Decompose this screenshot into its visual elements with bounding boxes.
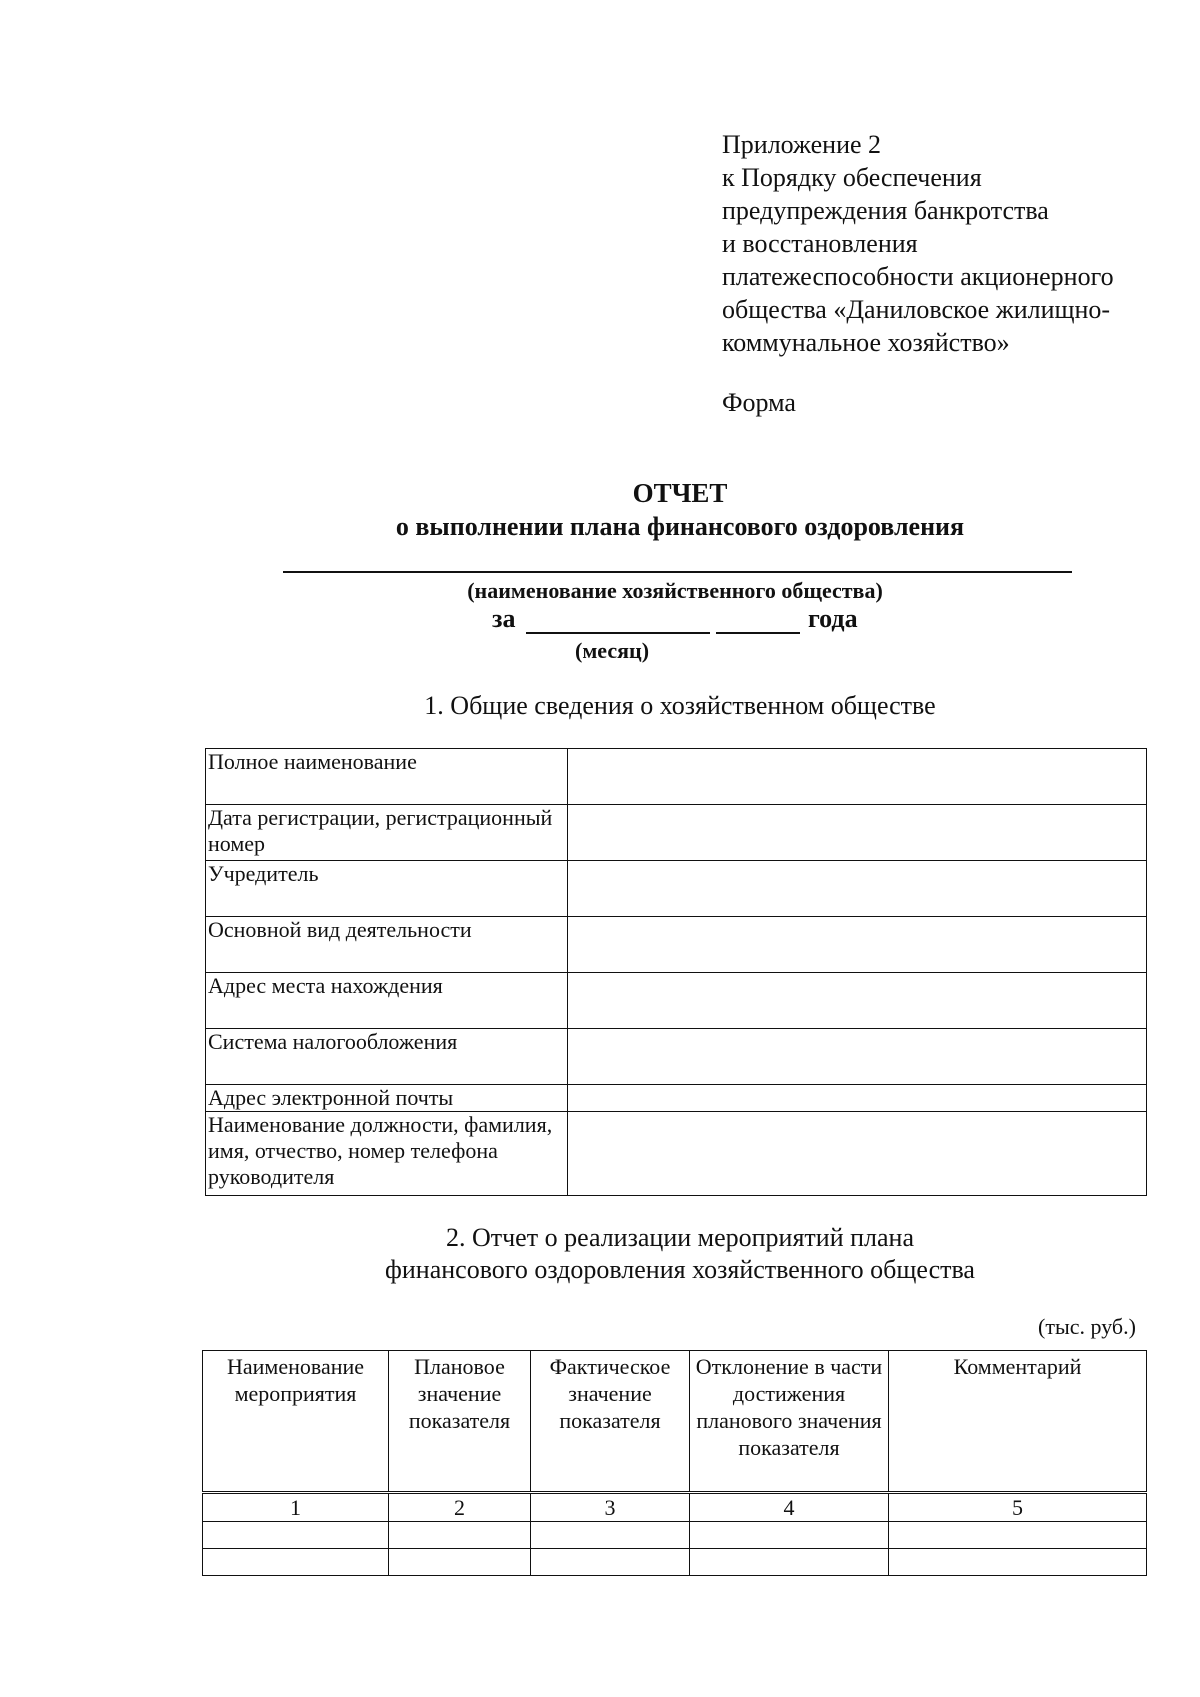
table-row	[206, 1085, 1147, 1112]
table-row	[203, 1549, 1147, 1576]
row-label: Система налогообложения	[206, 1029, 568, 1085]
general-info-table	[205, 748, 1147, 1196]
table-row	[206, 917, 1147, 973]
column-number-row	[203, 1493, 1147, 1522]
column-number: 2	[389, 1493, 531, 1522]
row-value-cell[interactable]	[568, 1029, 1147, 1085]
row-label: Наименование должности, фамилия, имя, отчество, номер телефона руководителя	[206, 1112, 568, 1196]
row-value-cell[interactable]	[568, 805, 1147, 861]
row-value-cell[interactable]	[568, 749, 1147, 805]
column-header: Наименование мероприятия	[203, 1351, 389, 1493]
column-number: 1	[203, 1493, 389, 1522]
org-name-caption: (наименование хозяйственного общества)	[467, 578, 883, 603]
row-label: Дата регистрации, регистрационный номер	[206, 805, 568, 861]
empty-cell[interactable]	[203, 1549, 389, 1576]
row-value-cell[interactable]	[568, 973, 1147, 1029]
column-header: Плановое значение показателя	[389, 1351, 531, 1493]
column-header: Комментарий	[889, 1351, 1147, 1493]
table-row	[203, 1522, 1147, 1549]
column-number: 3	[531, 1493, 690, 1522]
appendix-line: платежеспособности акционерного	[722, 262, 1114, 291]
month-caption: (месяц)	[575, 638, 650, 663]
table-row	[206, 973, 1147, 1029]
empty-cell[interactable]	[531, 1522, 690, 1549]
row-value-cell[interactable]	[568, 917, 1147, 973]
empty-cell[interactable]	[203, 1522, 389, 1549]
table-row	[206, 805, 1147, 861]
section2-title-line: финансового оздоровления хозяйственного общества	[385, 1255, 975, 1284]
empty-cell[interactable]	[690, 1549, 889, 1576]
table-row	[206, 749, 1147, 805]
table-header-row	[203, 1351, 1147, 1493]
row-label: Основной вид деятельности	[206, 917, 568, 973]
period-suffix: года	[808, 604, 858, 633]
appendix-line: общества «Даниловское жилищно-	[722, 295, 1111, 324]
row-label: Адрес места нахождения	[206, 973, 568, 1029]
report-title: ОТЧЕТ	[632, 478, 728, 508]
year-blank-line[interactable]	[716, 632, 800, 634]
appendix-line: предупреждения банкротства	[722, 196, 1049, 225]
empty-cell[interactable]	[889, 1549, 1147, 1576]
appendix-block	[722, 128, 1114, 359]
form-label: Форма	[722, 388, 796, 417]
table-row	[206, 1112, 1147, 1196]
row-label: Адрес электронной почты	[206, 1085, 568, 1112]
empty-cell[interactable]	[389, 1549, 531, 1576]
row-value-cell[interactable]	[568, 1085, 1147, 1112]
section2-title-line: 2. Отчет о реализации мероприятий плана	[445, 1223, 915, 1252]
column-header: Фактическое значение показателя	[531, 1351, 690, 1493]
empty-cell[interactable]	[889, 1522, 1147, 1549]
appendix-line: к Порядку обеспечения	[722, 163, 982, 192]
row-label: Учредитель	[206, 861, 568, 917]
table-row	[206, 861, 1147, 917]
period-prefix: за	[492, 604, 516, 633]
measures-report-table	[202, 1350, 1147, 1576]
empty-cell[interactable]	[531, 1549, 690, 1576]
column-number: 4	[690, 1493, 889, 1522]
report-subtitle: о выполнении плана финансового оздоровления	[395, 512, 965, 541]
empty-cell[interactable]	[389, 1522, 531, 1549]
appendix-line: Приложение 2	[722, 130, 882, 159]
row-label: Полное наименование	[206, 749, 568, 805]
row-value-cell[interactable]	[568, 861, 1147, 917]
appendix-line: коммунальное хозяйство»	[722, 328, 1010, 357]
section1-title: 1. Общие сведения о хозяйственном обществе	[424, 691, 936, 720]
appendix-line: и восстановления	[722, 229, 918, 258]
column-header: Отклонение в части достижения планового значения показателя	[690, 1351, 889, 1493]
empty-cell[interactable]	[690, 1522, 889, 1549]
units-label: (тыс. руб.)	[1038, 1314, 1136, 1339]
org-name-blank-line[interactable]	[283, 571, 1072, 573]
month-blank-line[interactable]	[526, 632, 710, 634]
section2-title	[0, 1222, 1200, 1286]
table-row	[206, 1029, 1147, 1085]
column-number: 5	[889, 1493, 1147, 1522]
row-value-cell[interactable]	[568, 1112, 1147, 1196]
